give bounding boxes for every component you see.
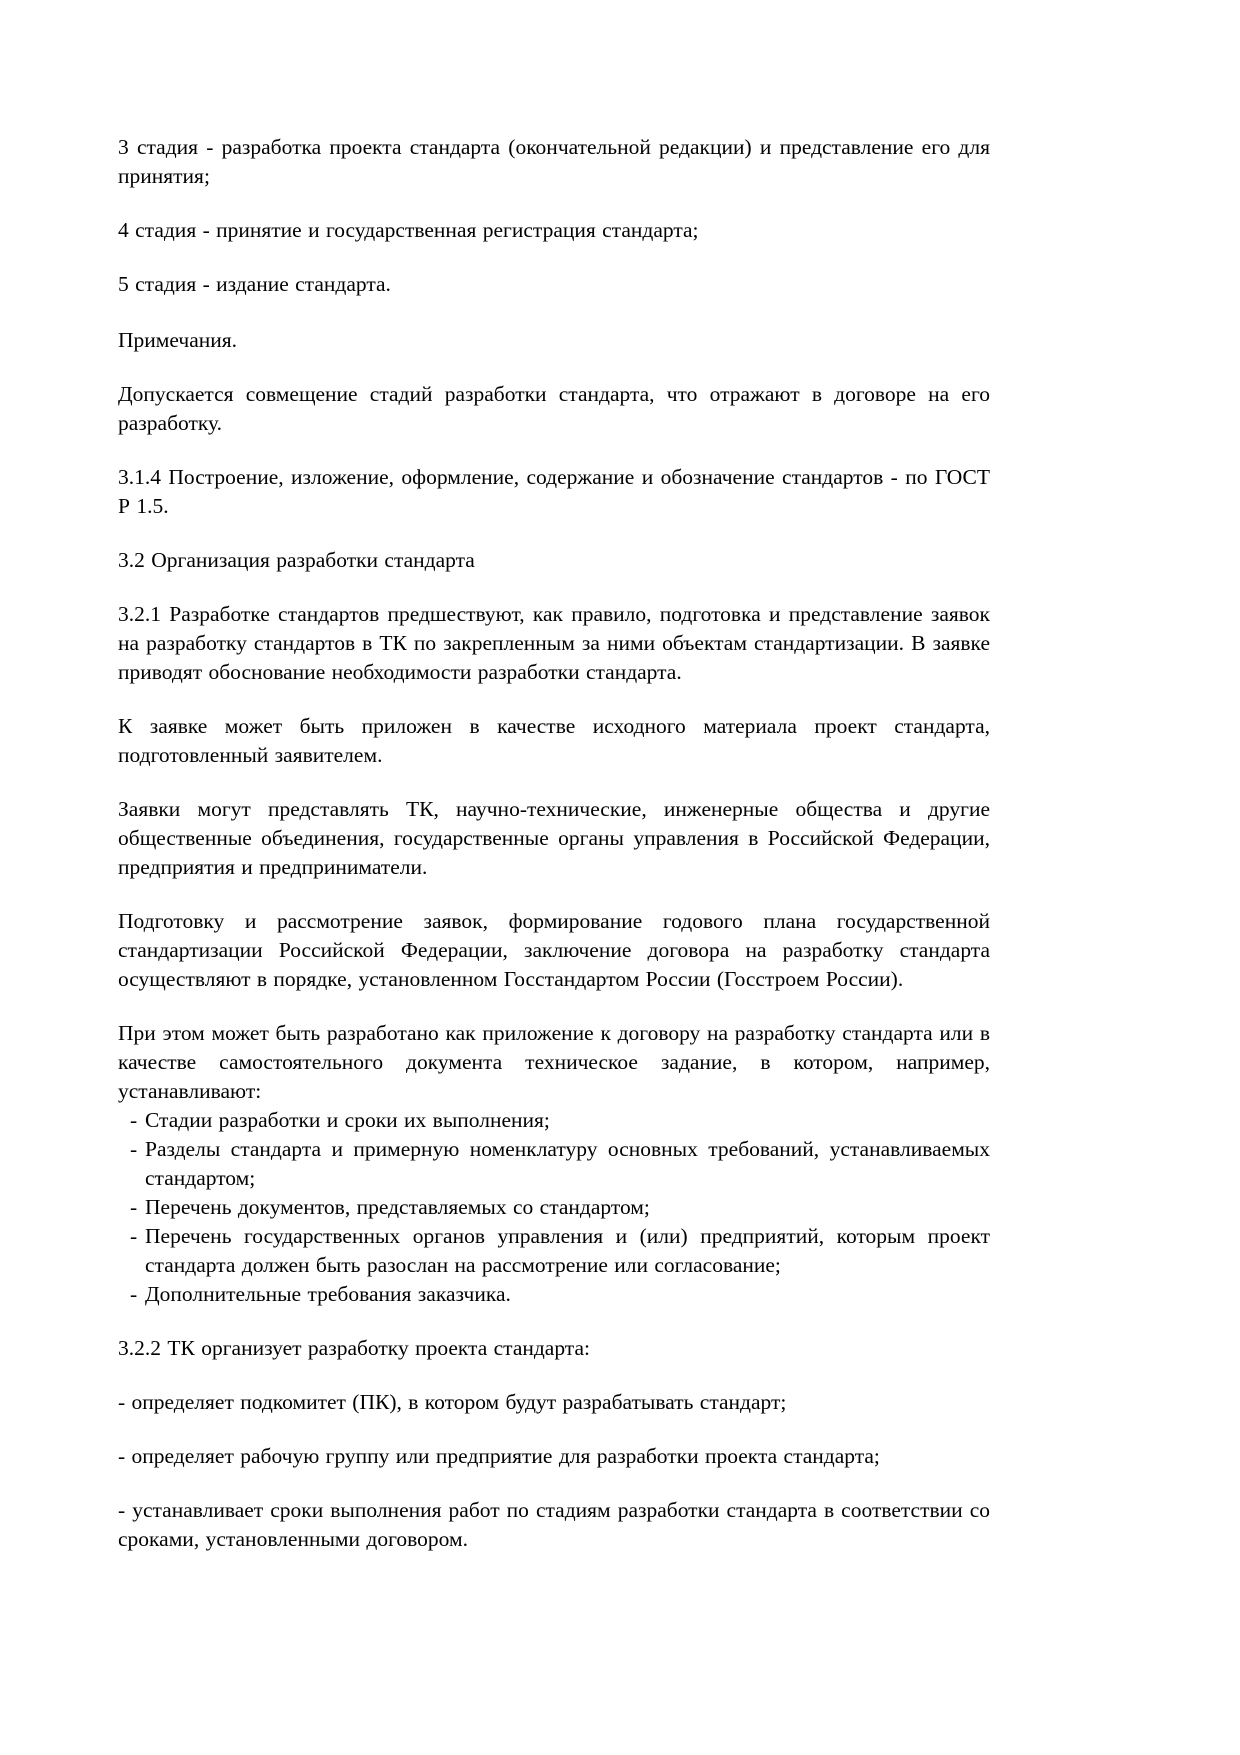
- list-item-text: Дополнительные требования заказчика.: [145, 1282, 511, 1306]
- list-item-text: Перечень государственных органов управления и (или) предприятий, которым проект стандарта должен быть разослан на рассмотрение или согласование;: [145, 1224, 990, 1277]
- list-item-extra-requirements: [118, 1280, 990, 1309]
- para-3-2-2: 3.2.2 ТК организует разработку проекта стандарта:: [118, 1336, 590, 1360]
- para-set-terms: - устанавливает сроки выполнения работ по стадиям разработки стандарта в соответствии со сроками, установленными договором.: [118, 1498, 990, 1551]
- para-define-subcommittee: - определяет подкомитет (ПК), в котором будут разрабатывать стандарт;: [118, 1390, 787, 1414]
- para-podgotovka: Подготовку и рассмотрение заявок, формирование годового плана государственной стандартизации Российской Федерации, заключение договора на разработку стандарта осуществляют в порядке, установленном Госстандартом России (Госстроем России).: [118, 909, 990, 991]
- dash-bullet: -: [130, 1108, 138, 1132]
- para-stage-5: 5 стадия - издание стандарта.: [118, 272, 391, 296]
- para-3-1-4: 3.1.4 Построение, изложение, оформление, содержание и обозначение стандартов - по ГОСТ Р 1.5.: [118, 465, 990, 518]
- para-define-workgroup: - определяет рабочую группу или предприятие для разработки проекта стандарта;: [118, 1444, 880, 1468]
- list-item-organs: [118, 1222, 990, 1280]
- para-notes-heading: Примечания.: [118, 328, 238, 352]
- dash-bullet: -: [130, 1224, 138, 1248]
- tech-task-list: [118, 1106, 990, 1309]
- list-item-text: Стадии разработки и сроки их выполнения;: [145, 1108, 550, 1132]
- dash-bullet: -: [130, 1195, 138, 1219]
- list-item-text: Разделы стандарта и примерную номенклатуру основных требований, устанавливаемых стандартом;: [145, 1137, 990, 1190]
- heading-3-2: 3.2 Организация разработки стандарта: [118, 548, 475, 572]
- para-zayavki: Заявки могут представлять ТК, научно-технические, инженерные общества и другие общественные объединения, государственные органы управления в Российской Федерации, предприятия и предприниматели.: [118, 797, 990, 879]
- para-note-text: Допускается совмещение стадий разработки стандарта, что отражают в договоре на его разработку.: [118, 382, 990, 435]
- para-tech-task-intro: При этом может быть разработано как приложение к договору на разработку стандарта или в качестве самостоятельного документа техническое задание, в котором, например, устанавливают:: [118, 1021, 990, 1103]
- list-item-stages: [118, 1106, 990, 1135]
- list-item-documents: [118, 1193, 990, 1222]
- list-item-sections: [118, 1135, 990, 1193]
- para-attachment: К заявке может быть приложен в качестве исходного материала проект стандарта, подготовленный заявителем.: [118, 714, 990, 767]
- para-stage-4: 4 стадия - принятие и государственная регистрация стандарта;: [118, 218, 699, 242]
- dash-bullet: -: [130, 1137, 138, 1161]
- para-3-2-1: 3.2.1 Разработке стандартов предшествуют, как правило, подготовка и представление заявок на разработку стандартов в ТК по закрепленным за ними объектам стандартизации. В заявке приводят обоснование необходимости разработки стандарта.: [118, 602, 990, 684]
- list-item-text: Перечень документов, представляемых со стандартом;: [145, 1195, 650, 1219]
- dash-bullet: -: [130, 1282, 138, 1306]
- para-stage-3: 3 стадия - разработка проекта стандарта (окончательной редакции) и представление его для принятия;: [118, 135, 990, 188]
